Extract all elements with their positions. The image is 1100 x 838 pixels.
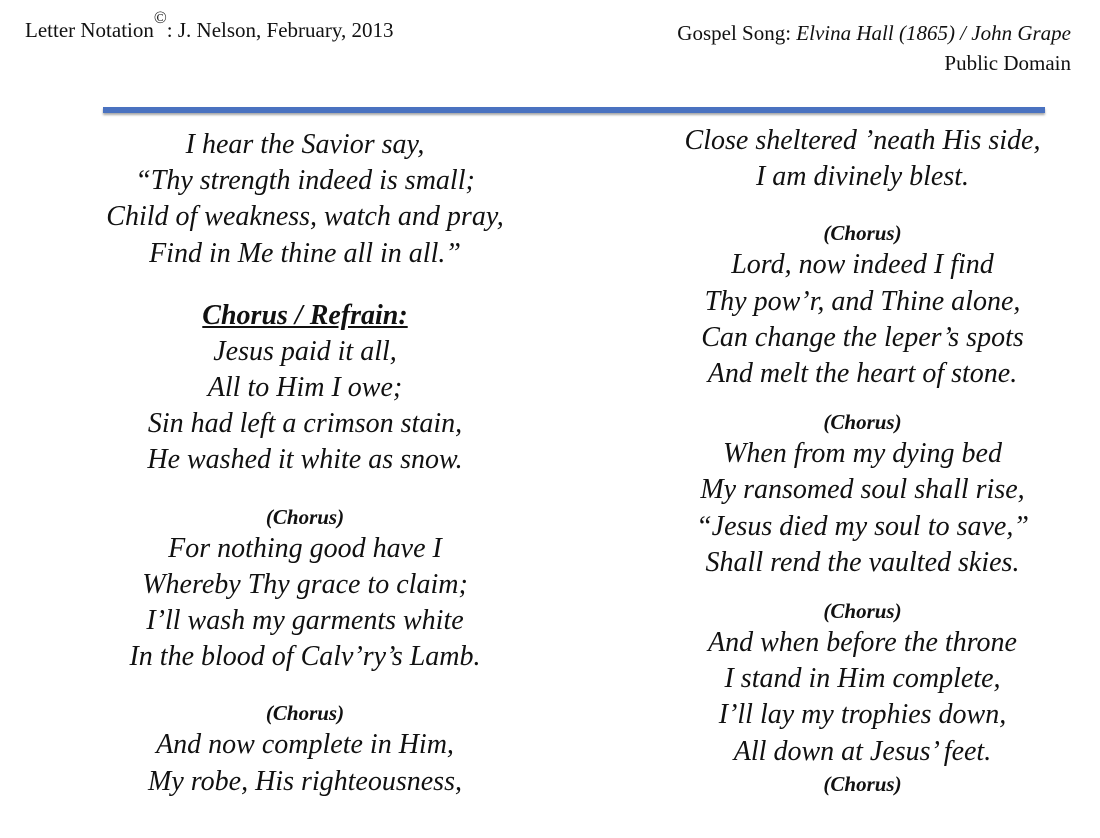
verse-3-start	[105, 727, 505, 799]
verse-4	[640, 247, 1085, 392]
chorus-marker: (Chorus)	[823, 599, 902, 624]
verse-6	[640, 625, 1085, 770]
license-label: Public Domain	[944, 51, 1071, 75]
left-lyrics-column	[105, 127, 505, 800]
chorus-heading: Chorus / Refrain:	[202, 299, 408, 331]
header-divider	[103, 107, 1045, 113]
notation-author-date: : J. Nelson, February, 2013	[166, 18, 394, 42]
chorus-marker: (Chorus)	[265, 701, 345, 726]
notation-label: Letter Notation	[25, 18, 154, 42]
notation-credit	[25, 8, 394, 43]
chorus-marker: (Chorus)	[823, 410, 902, 435]
chorus-lyrics	[105, 334, 505, 479]
verse-3-end	[640, 123, 1085, 195]
lyric-line: Sin had left a crimson stain,	[147, 408, 463, 440]
copyright-symbol: ©	[153, 8, 167, 27]
verse-2	[105, 531, 505, 676]
lyric-line: Whereby Thy grace to claim;	[142, 568, 468, 600]
chorus-marker: (Chorus)	[823, 221, 902, 246]
lyric-line: Shall rend the vaulted skies.	[705, 546, 1020, 578]
lyric-line: Find in Me thine all in all.”	[149, 237, 461, 269]
lyric-line: All to Him I owe;	[207, 372, 403, 404]
lyric-line: And melt the heart of stone.	[707, 358, 1018, 390]
lyric-line: I’ll wash my garments white	[146, 605, 464, 637]
lyric-line: I’ll lay my trophies down,	[718, 699, 1007, 731]
lyric-line: Jesus paid it all,	[213, 335, 397, 367]
lyric-line: He washed it white as snow.	[147, 444, 463, 476]
lyric-line: My robe, His righteousness,	[148, 765, 462, 797]
lyric-line: Lord, now indeed I find	[731, 249, 994, 281]
song-type-label: Gospel Song:	[677, 21, 797, 45]
song-credit	[677, 18, 1071, 78]
lyric-line: I am divinely blest.	[755, 161, 970, 193]
lyric-line: Thy pow’r, and Thine alone,	[704, 285, 1021, 317]
lyric-line: And now complete in Him,	[156, 729, 454, 761]
song-authors: Elvina Hall (1865) / John Grape	[796, 21, 1071, 45]
lyric-line: All down at Jesus’ feet.	[733, 735, 992, 767]
chorus-marker: (Chorus)	[823, 771, 902, 796]
lyric-line: Child of weakness, watch and pray,	[106, 201, 504, 233]
verse-1	[105, 127, 505, 272]
right-lyrics-column	[640, 123, 1085, 798]
chorus-marker: (Chorus)	[265, 504, 345, 529]
lyric-line: When from my dying bed	[723, 438, 1002, 470]
lyric-line: In the blood of Calv’ry’s Lamb.	[129, 641, 481, 673]
lyric-line: Can change the leper’s spots	[701, 321, 1024, 353]
lyric-line: My ransomed soul shall rise,	[700, 474, 1025, 506]
verse-5	[640, 436, 1085, 581]
lyric-line: I stand in Him complete,	[724, 663, 1001, 695]
lyric-line: And when before the throne	[708, 627, 1017, 659]
lyric-line: “Jesus died my soul to save,”	[696, 510, 1029, 542]
lyric-line: “Thy strength indeed is small;	[135, 165, 475, 197]
song-authors-line	[677, 18, 1071, 48]
lyric-line: Close sheltered ’neath His side,	[684, 125, 1041, 156]
lyric-line: I hear the Savior say,	[185, 129, 425, 160]
lyric-line: For nothing good have I	[168, 532, 442, 564]
